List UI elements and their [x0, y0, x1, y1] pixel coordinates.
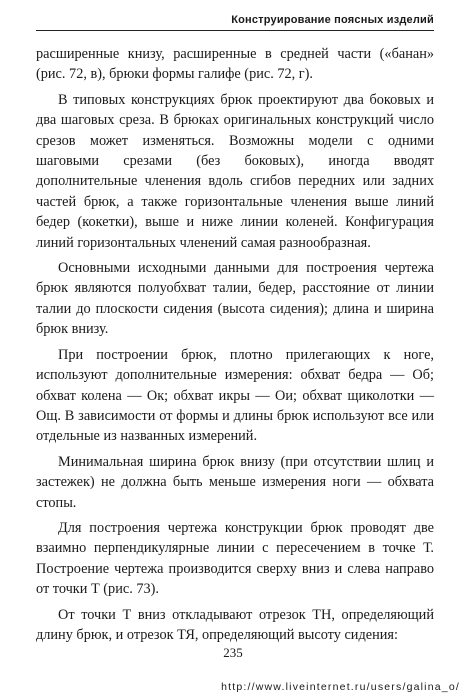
watermark-url: http://www.liveinternet.ru/users/galina_o/	[221, 681, 460, 693]
paragraph-6: Для построения чертежа конструкции брюк проводят две взаимно перпендикулярные линии с пересечением в точке Т. Построение чертежа производится сверху вниз и слева направо от точки Т (рис. 73).	[36, 519, 434, 598]
paragraph-7: От точки Т вниз откладывают отрезок ТН, определяющий длину брюк, и отрезок ТЯ, определяющий высоту сидения:	[36, 606, 434, 643]
paragraph-1: расширенные книзу, расширенные в средней части («банан» (рис. 72, в), брюки формы галифе (рис. 72, г).	[36, 46, 434, 83]
paragraph-5: Минимальная ширина брюк внизу (при отсутствии шлиц и застежек) не должна быть меньше измерения ноги — обхвата стопы.	[36, 453, 434, 511]
running-title: Конструирование поясных изделий	[36, 14, 434, 31]
body-text	[36, 44, 434, 650]
paragraph-3: Основными исходными данными для построения чертежа брюк являются полуобхват талии, бедер, расстояние от линии талии до плоскости сидения (высота сидения); длина и ширина брюк внизу.	[36, 260, 434, 338]
paragraph-4: При построении брюк, плотно прилегающих к ноге, используют дополнительные измерения: обхват бедра — Об; обхват колена — Ок; обхват икры — Ои; обхват щиколотки — Ощ. В зависимости от формы и длины брюк используют все или отдельные из названных измерений.	[36, 346, 434, 445]
paragraph-2: В типовых конструкциях брюк проектируют два боковых и два шаговых среза. В брюках оригинальных конструкций число срезов может изменяться. Возможны модели с одними шаговыми срезами (без боковых), иногда вводят дополнительные членения вдоль сгибов передних или задних частей брюк, а также горизонтальные членения выше линий бедер (кокетки), выше и ниже линии коленей. Конфигурация линий горизонтальных членений самая разнообразная.	[36, 91, 434, 251]
page-number: 235	[223, 645, 243, 660]
